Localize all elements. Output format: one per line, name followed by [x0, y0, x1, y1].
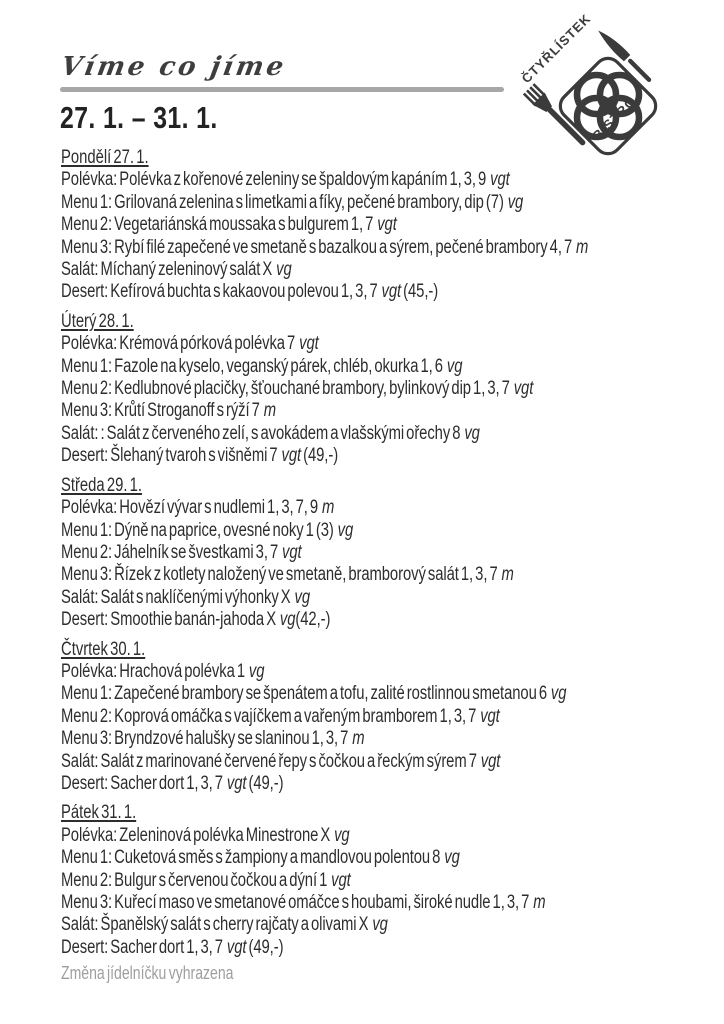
menu-line-text: Salát: Salát z marinované červené řepy s čočkou a řeckým sýrem 7: [61, 750, 477, 772]
date-range-wrap: [60, 100, 218, 136]
diet-code: vgt: [513, 378, 534, 400]
menu-line-text: Menu 2: Vegetariánská moussaka s bulgurem 1, 7: [61, 214, 374, 236]
diet-code: vgt: [381, 281, 402, 303]
menu-line: [61, 892, 724, 914]
menu-line-text: Polévka: Polévka z kořenové zeleniny se špaldovým kapáním 1, 3, 9: [61, 169, 487, 191]
header-rule: [60, 87, 504, 92]
day-section: [61, 475, 724, 632]
menu-line: [61, 683, 724, 705]
logo-arc-bottom-label: BISTRO: [589, 93, 640, 144]
menu-line: [61, 214, 724, 236]
price-suffix: (49,-): [246, 772, 284, 794]
menu-line-text: Menu 1: Grilovaná zelenina s limetkami a fíky, pečené brambory, dip (7): [61, 191, 504, 213]
menu-line: [61, 445, 724, 467]
diet-code: vgt: [299, 333, 319, 355]
footer-note: Změna jídelníčku vyhrazena: [61, 963, 234, 983]
menu-line-text: Menu 2: Jáhelník se švestkami 3, 7: [61, 541, 279, 563]
menu-line: [61, 564, 724, 586]
logo-arc-top-label: ČTYŘLÍSTEK: [518, 10, 594, 87]
menu-line-text: Desert: Smoothie banán-jahoda X: [61, 609, 276, 631]
diet-code: vg: [276, 259, 292, 281]
menu-line: [61, 192, 724, 214]
day-section: [61, 639, 724, 796]
day-section: [61, 802, 724, 959]
menu-line-text: Menu 3: Kuřecí maso ve smetanové omáčce s houbami, široké nudle 1, 3, 7: [61, 892, 530, 913]
menu-line: [61, 356, 724, 378]
day-title: Pátek 31. 1.: [61, 802, 137, 824]
diet-code: m: [533, 892, 546, 913]
menu-line: [61, 378, 724, 400]
price-suffix: (45,-): [401, 281, 439, 303]
diet-code: m: [263, 400, 276, 422]
menu-line-text: Desert: Sacher dort 1, 3, 7: [61, 936, 223, 958]
menu-line-text: Salát: Míchaný zeleninový salát X: [61, 259, 273, 281]
day-section: [61, 147, 724, 304]
menu-line-text: Polévka: Hovězí vývar s nudlemi 1, 3, 7, 9: [61, 497, 319, 519]
menu-line-text: Menu 3: Rybí filé zapečené ve smetaně s bazalkou a sýrem, pečené brambory 4, 7: [61, 236, 573, 258]
menu-line: [61, 400, 724, 422]
diet-code: vg: [279, 609, 296, 631]
diet-code: vgt: [331, 869, 351, 891]
menu-line: [61, 661, 724, 683]
price-suffix: (49,-): [246, 936, 284, 958]
diet-code: vg: [507, 191, 524, 213]
menu-line: [61, 497, 724, 519]
menu-line: [61, 847, 724, 869]
menu-line: [61, 281, 724, 303]
price-suffix: (49,-): [301, 445, 339, 467]
menu-line-text: Menu 3: Krůtí Stroganoff s rýží 7: [61, 400, 260, 422]
date-range-title: 27. 1. – 31. 1.: [60, 100, 218, 135]
menu-line: [61, 728, 724, 750]
diet-code: vgt: [377, 214, 397, 236]
menu-line: [61, 706, 724, 728]
menu-line: [61, 751, 724, 773]
menu-line-text: Desert: Šlehaný tvaroh s višněmi 7: [61, 445, 278, 467]
day-title: Čtvrtek 30. 1.: [61, 638, 146, 660]
menu-line: [61, 914, 724, 936]
diet-code: vg: [446, 355, 463, 377]
menu-line: [61, 169, 724, 191]
menu-line-text: Polévka: Hrachová polévka 1: [61, 660, 245, 682]
menu-line: [61, 587, 724, 609]
menu-line-text: Menu 1: Zapečené brambory se špenátem a tofu, zalité rostlinnou smetanou 6: [61, 683, 548, 705]
diet-code: m: [352, 728, 365, 750]
menu-line: [61, 542, 724, 564]
diet-code: vgt: [480, 750, 501, 772]
menu-line-text: Menu 1: Dýně na paprice, ovesné noky 1 (3): [61, 519, 334, 541]
diet-code: vg: [294, 586, 311, 608]
menu-line-text: Polévka: Krémová pórková polévka 7: [61, 333, 296, 355]
menu-line-text: Menu 2: Bulgur s červenou čočkou a dýní 1: [61, 869, 328, 891]
menu-line-text: Menu 2: Kedlubnové placičky, šťouchané brambory, bylinkový dip 1, 3, 7: [61, 378, 510, 400]
diet-code: m: [501, 564, 514, 586]
price-suffix: (42,-): [295, 609, 331, 631]
fork-icon: [523, 83, 591, 151]
menu-line: [61, 870, 724, 892]
menu-line-text: Salát: : Salát z červeného zelí, s avokádem a vlašskými ořechy 8: [61, 422, 461, 444]
day-section: [61, 311, 724, 468]
diet-code: vg: [550, 683, 567, 705]
menu-line: [61, 333, 724, 355]
diet-code: vg: [248, 660, 265, 682]
menu-line: [61, 423, 724, 445]
menu-line-text: Salát: Salát s naklíčenými výhonky X: [61, 586, 291, 608]
diet-code: m: [576, 236, 589, 258]
menu-line-text: Salát: Španělský salát s cherry rajčaty a olivami X: [61, 914, 369, 936]
diet-code: vgt: [480, 705, 500, 727]
diet-code: vgt: [490, 169, 510, 191]
menu-line: [61, 825, 724, 847]
diet-code: vgt: [226, 936, 247, 958]
diet-code: vg: [444, 847, 460, 869]
diet-code: vgt: [281, 445, 302, 467]
menu-line-text: Desert: Sacher dort 1, 3, 7: [61, 772, 223, 794]
menu-line-text: Menu 1: Fazole na kyselo, veganský párek, chléb, okurka 1, 6: [61, 355, 443, 377]
diet-code: vg: [337, 519, 354, 541]
diet-code: m: [321, 497, 335, 519]
diet-code: vgt: [282, 541, 302, 563]
menu-line: [61, 259, 724, 281]
menu-line: [61, 609, 724, 631]
diet-code: vg: [334, 824, 350, 846]
menu-line-text: Menu 3: Bryndzové halušky se slaninou 1, 3, 7: [61, 728, 349, 750]
day-title: Pondělí 27. 1.: [61, 147, 149, 168]
diet-code: vg: [372, 914, 388, 936]
menu-line: [61, 520, 724, 542]
menu-line: [61, 773, 724, 795]
menu-line-text: Menu 3: Řízek z kotlety naložený ve smetaně, bramborový salát 1, 3, 7: [61, 564, 498, 586]
menu-line: [61, 937, 724, 959]
diet-code: vgt: [226, 772, 247, 794]
menu-line-text: Menu 2: Koprová omáčka s vajíčkem a vařeným bramborem 1, 3, 7: [61, 705, 477, 727]
menu-line-text: Desert: Kefírová buchta s kakaovou polevou 1, 3, 7: [61, 281, 378, 303]
menu-line-text: Menu 1: Cuketová směs s žampiony a mandlovou polentou 8: [61, 847, 441, 869]
menu-line: [61, 237, 724, 259]
day-title: Úterý 28. 1.: [61, 310, 134, 332]
menu-line-text: Polévka: Zeleninová polévka Minestrone X: [61, 824, 331, 846]
day-title: Středa 29. 1.: [61, 474, 142, 496]
brand-script-title: Víme co jíme: [58, 52, 289, 82]
diet-code: vg: [464, 422, 480, 444]
menu-days: [61, 147, 724, 966]
